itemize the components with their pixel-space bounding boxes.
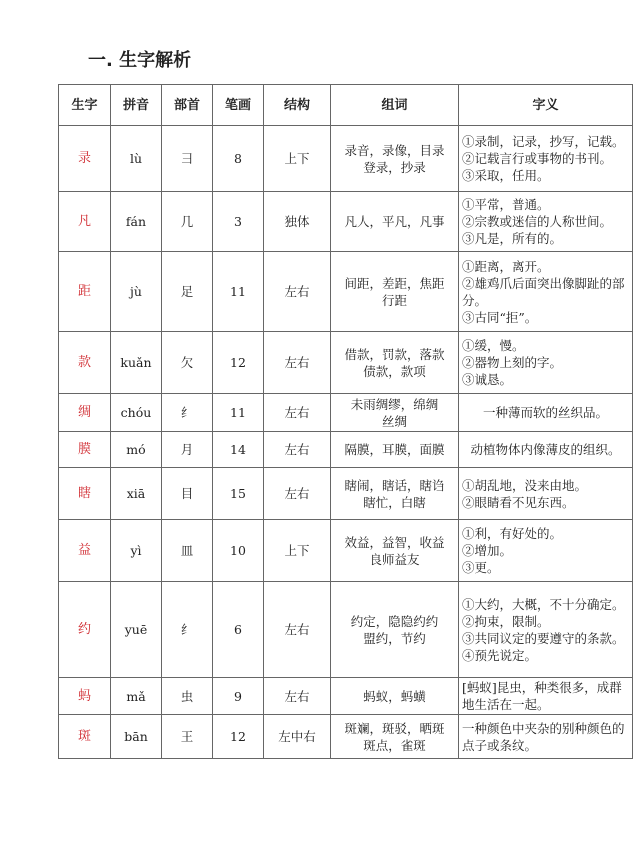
table-row bbox=[59, 252, 633, 332]
pinyin-cell: jù bbox=[111, 252, 162, 332]
pinyin-cell: lù bbox=[111, 126, 162, 192]
meaning-cell: ①胡乱地，没来由地。 ②眼睛看不见东西。 bbox=[459, 468, 633, 520]
words-cell: 借款，罚款，落款 债款，款项 bbox=[331, 332, 459, 394]
character-table bbox=[58, 84, 633, 759]
meaning-cell: ①录制，记录，抄写，记载。 ②记载言行或事物的书刊。 ③采取，任用。 bbox=[459, 126, 633, 192]
header-structure: 结构 bbox=[264, 85, 331, 126]
strokes-cell: 12 bbox=[213, 715, 264, 759]
meaning-cell: ①缓，慢。 ②器物上刻的字。 ③诚恳。 bbox=[459, 332, 633, 394]
table-row bbox=[59, 394, 633, 432]
char-cell: 凡 bbox=[59, 192, 111, 252]
strokes-cell: 11 bbox=[213, 252, 264, 332]
pinyin-cell: kuǎn bbox=[111, 332, 162, 394]
table-row bbox=[59, 715, 633, 759]
header-strokes: 笔画 bbox=[213, 85, 264, 126]
words-cell: 蚂蚁，蚂蟥 bbox=[331, 678, 459, 715]
words-cell: 瞎闹，瞎话，瞎诌 瞎忙，白瞎 bbox=[331, 468, 459, 520]
pinyin-cell: yì bbox=[111, 520, 162, 582]
pinyin-cell: xiā bbox=[111, 468, 162, 520]
words-cell: 未雨绸缪，绵绸 丝绸 bbox=[331, 394, 459, 432]
structure-cell: 左右 bbox=[264, 252, 331, 332]
structure-cell: 左右 bbox=[264, 332, 331, 394]
strokes-cell: 14 bbox=[213, 432, 264, 468]
words-cell: 录音，录像，目录 登录，抄录 bbox=[331, 126, 459, 192]
structure-cell: 左右 bbox=[264, 432, 331, 468]
pinyin-cell: yuē bbox=[111, 582, 162, 678]
meaning-cell: ①利，有好处的。 ②增加。 ③更。 bbox=[459, 520, 633, 582]
radical-cell: 足 bbox=[162, 252, 213, 332]
words-cell: 斑斓，斑驳，晒斑 斑点，雀斑 bbox=[331, 715, 459, 759]
char-cell: 款 bbox=[59, 332, 111, 394]
pinyin-cell: bān bbox=[111, 715, 162, 759]
header-meaning: 字义 bbox=[459, 85, 633, 126]
pinyin-cell: mó bbox=[111, 432, 162, 468]
table-row bbox=[59, 332, 633, 394]
structure-cell: 独体 bbox=[264, 192, 331, 252]
char-cell: 益 bbox=[59, 520, 111, 582]
table-row bbox=[59, 582, 633, 678]
char-cell: 绸 bbox=[59, 394, 111, 432]
table-row bbox=[59, 432, 633, 468]
header-words: 组词 bbox=[331, 85, 459, 126]
char-cell: 膜 bbox=[59, 432, 111, 468]
radical-cell: 皿 bbox=[162, 520, 213, 582]
strokes-cell: 15 bbox=[213, 468, 264, 520]
header-radical: 部首 bbox=[162, 85, 213, 126]
radical-cell: 王 bbox=[162, 715, 213, 759]
table-row bbox=[59, 678, 633, 715]
meaning-cell: 一种薄而软的丝织品。 bbox=[459, 394, 633, 432]
radical-cell: 纟 bbox=[162, 582, 213, 678]
meaning-cell: 一种颜色中夹杂的别种颜色的点子或条纹。 bbox=[459, 715, 633, 759]
meaning-cell: ①距离，离开。 ②雄鸡爪后面突出像脚趾的部分。 ③古同“拒”。 bbox=[459, 252, 633, 332]
section-title: 一. 生字解析 bbox=[88, 50, 192, 71]
char-cell: 约 bbox=[59, 582, 111, 678]
table-row bbox=[59, 468, 633, 520]
char-cell: 距 bbox=[59, 252, 111, 332]
char-cell: 录 bbox=[59, 126, 111, 192]
radical-cell: 虫 bbox=[162, 678, 213, 715]
words-cell: 凡人，平凡，凡事 bbox=[331, 192, 459, 252]
strokes-cell: 8 bbox=[213, 126, 264, 192]
structure-cell: 上下 bbox=[264, 520, 331, 582]
structure-cell: 左中右 bbox=[264, 715, 331, 759]
meaning-cell: ①大约，大概，不十分确定。 ②拘束，限制。 ③共同议定的要遵守的条款。 ④预先说定。 bbox=[459, 582, 633, 678]
strokes-cell: 10 bbox=[213, 520, 264, 582]
char-cell: 瞎 bbox=[59, 468, 111, 520]
words-cell: 间距，差距，焦距 行距 bbox=[331, 252, 459, 332]
radical-cell: 彐 bbox=[162, 126, 213, 192]
meaning-cell: ①平常，普通。 ②宗教或迷信的人称世间。 ③凡是，所有的。 bbox=[459, 192, 633, 252]
structure-cell: 上下 bbox=[264, 126, 331, 192]
radical-cell: 欠 bbox=[162, 332, 213, 394]
radical-cell: 目 bbox=[162, 468, 213, 520]
structure-cell: 左右 bbox=[264, 582, 331, 678]
strokes-cell: 11 bbox=[213, 394, 264, 432]
words-cell: 隔膜，耳膜，面膜 bbox=[331, 432, 459, 468]
words-cell: 效益，益智，收益 良师益友 bbox=[331, 520, 459, 582]
radical-cell: 几 bbox=[162, 192, 213, 252]
structure-cell: 左右 bbox=[264, 678, 331, 715]
char-cell: 斑 bbox=[59, 715, 111, 759]
table-row bbox=[59, 520, 633, 582]
table-row bbox=[59, 192, 633, 252]
strokes-cell: 12 bbox=[213, 332, 264, 394]
strokes-cell: 3 bbox=[213, 192, 264, 252]
meaning-cell: 动植物体内像薄皮的组织。 bbox=[459, 432, 633, 468]
strokes-cell: 9 bbox=[213, 678, 264, 715]
pinyin-cell: mǎ bbox=[111, 678, 162, 715]
table-header-row bbox=[59, 85, 633, 126]
char-cell: 蚂 bbox=[59, 678, 111, 715]
header-pinyin: 拼音 bbox=[111, 85, 162, 126]
meaning-cell: [蚂蚁]昆虫，种类很多，成群地生活在一起。 bbox=[459, 678, 633, 715]
structure-cell: 左右 bbox=[264, 468, 331, 520]
pinyin-cell: fán bbox=[111, 192, 162, 252]
radical-cell: 纟 bbox=[162, 394, 213, 432]
strokes-cell: 6 bbox=[213, 582, 264, 678]
words-cell: 约定，隐隐约约 盟约，节约 bbox=[331, 582, 459, 678]
structure-cell: 左右 bbox=[264, 394, 331, 432]
header-char: 生字 bbox=[59, 85, 111, 126]
radical-cell: 月 bbox=[162, 432, 213, 468]
table-row bbox=[59, 126, 633, 192]
pinyin-cell: chóu bbox=[111, 394, 162, 432]
